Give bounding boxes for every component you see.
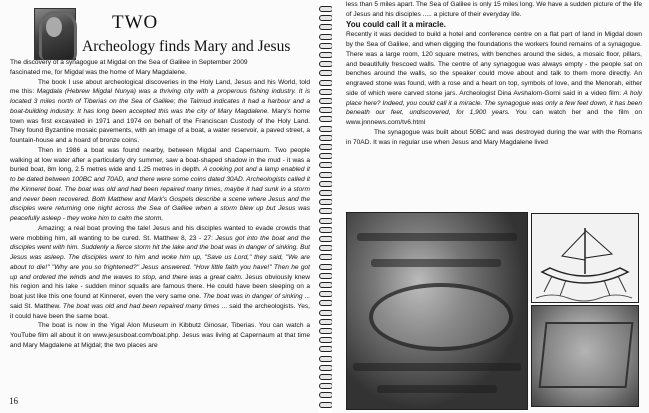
binding-ring — [319, 107, 333, 113]
chapter-title: Archeology finds Mary and Jesus — [82, 38, 291, 55]
binding-ring — [319, 70, 333, 76]
left-page — [0, 0, 318, 413]
paragraph: The book I use about archeological discoveries in the Holy Land, Jesus and his World, told me this: Magdala (Hebrew Migdal Nunya) was a thriving city with a properous fishing industry. It is located 3 miles north of Tiberias on the Sea of Galilee; the Talmud indicates it had a harbour and a boat-building industry. It has long been accepted this was the city of Mary Magdalene. Mary's home town was first excavated in 1971 and 1974 on behalf of the Franciscan Custody of the Holy Land. They found Byzantine mosaic pavements, with an image of a boat, a water reservoir, a paved street, a fountain-house and a hoard of bronze coins. — [10, 78, 310, 144]
mary-magdalene-portrait — [34, 8, 76, 60]
boat-sail-icon — [585, 230, 612, 258]
binding-ring — [319, 80, 333, 86]
binding-ring — [319, 328, 333, 334]
portrait-face — [46, 17, 62, 37]
boat-oar-icon — [544, 276, 552, 292]
binding-ring — [319, 43, 333, 49]
page-number: 16 — [9, 396, 18, 406]
binding-ring — [319, 273, 333, 279]
boat-sail-icon — [562, 232, 585, 260]
binding-ring — [319, 282, 333, 288]
section-heading: You could call it a miracle. — [346, 19, 446, 29]
binding-ring — [319, 98, 333, 104]
engraved-stone-photo — [531, 305, 639, 407]
binding-ring — [319, 208, 333, 214]
binding-ring — [319, 162, 333, 168]
binding-ring — [319, 392, 333, 398]
excavation-wall — [357, 233, 517, 241]
paragraph-line: The discovery of a synagogue at Migdal on the Sea of Galilee in September 2009 — [10, 59, 248, 66]
binding-ring — [319, 15, 333, 21]
right-body-text — [346, 0, 642, 147]
paragraph: The synagogue was built about 50BC and was destroyed during the war with the Romans in 70AD. It was in regular use when Jesus and Mary Magdalene lived — [346, 128, 642, 146]
paragraph: less than 5 miles apart. The Sea of Galilee is only 15 miles long. We have a sudden picture of the life of Jesus and his disciples ..... a picture of their everyday life. — [346, 1, 642, 18]
paragraph-line: fascinated me, for Migdal was the home of Mary Magdalene. — [10, 68, 187, 76]
excavation-hull — [369, 283, 513, 351]
binding-ring — [319, 254, 333, 260]
chapter-header — [20, 4, 310, 56]
binding-ring — [319, 61, 333, 67]
binding-ring — [319, 172, 333, 178]
binding-ring — [319, 356, 333, 362]
binding-ring — [319, 199, 333, 205]
binding-ring — [319, 245, 333, 251]
wave-icon — [536, 295, 632, 301]
boat-oar-icon — [604, 280, 610, 296]
boat-oar-icon — [560, 280, 566, 296]
binding-ring — [319, 190, 333, 196]
binding-ring — [319, 374, 333, 380]
boat-drawing-svg — [532, 214, 638, 302]
binding-ring — [319, 365, 333, 371]
binding-ring — [319, 264, 333, 270]
binding-ring — [319, 310, 333, 316]
paragraph: Then in 1986 a boat was found nearby, between Migdal and Capernaum. Two people walking at low water after a particularly dry summer, saw a boat-shaped shadow in the mud - it was a buried boat, 8m long, 2.5 metres wide and 1.25 metres in depth. A cooking pot and a lamp enabled it to be dated between 100BC and 70AD, and there were some coins dated 30AD. Archeologists called it the Kinneret boat. The boat was old and had been repaired many times, maybe it had sunk in a storm and never been recovered. Both Matthew and Mark's Gospels describe a scene where Jesus and the disciples were returning one night across the Sea of Galilee when a storm blew up but Jesus was peacefully asleep - they woke him to calm the storm. — [10, 146, 310, 222]
excavation-wall — [371, 259, 501, 267]
binding-ring — [319, 319, 333, 325]
binding-ring — [319, 153, 333, 159]
binding-ring — [319, 218, 333, 224]
chapter-number: TWO — [112, 12, 159, 33]
binding-ring — [319, 144, 333, 150]
synagogue-excavation-photo — [346, 212, 528, 410]
binding-ring — [319, 52, 333, 58]
binding-ring — [319, 116, 333, 122]
excavation-wall — [353, 363, 521, 371]
boat-oar-icon — [618, 276, 626, 292]
paragraph: Recently it was decided to build a hotel and conference centre on a flat part of land in Migdal down by the Sea of Galilee, and when digging the foundations the workers found remains of a synagogue. There was a large room, 120 square metres, with benches around the sides, a mosaic floor, pillars, and beautifully frescoed walls. The centre of any synagogue was always empty - the people sat on benches around the walls, so the speaker could move about and talk to them more directly. An engraved stone was found, with a rose and a heart on top, symbols of love, and the Menorah, either side of which were carved stone jars. Archeologist Dina Avshalom-Gorni said in a video film: A holy place here? Indeed, you could call it a miracle. The synagogue was only a few feet down, it has been beneath our feet, undiscovered, for 1,900 years. You can watch her and the film on www.jnnnews.com/tv6.html — [346, 31, 642, 126]
binding-ring — [319, 24, 333, 30]
paragraph: Amazing; a real boat proving the tale! Jesus and his disciples wanted to evade crowds that were mobbing him, all wanting to be cured. St. Matthew 8, 23 - 27: Jesus got into the boat and the disciples went with him. Suddenly a fierce storm hit the lake and the boat was in danger of sinking. But Jesus was asleep. The disciples went to him and woke him up, "Save us Lord," they said, "We are about to die!" "Why are you so frightened?" Jesus answered. "How little faith you have!" Then he got up and ordered the winds and the waves to stop, and there was a great calm. Jesus obviously knew his region and his lake - sudden minor squalls are famous there. He could have been sleeping on a boat just like this one found at Kinneret, even the very same one. The boat was in danger of sinking ... said St. Matthew. The boat was old and had been repaired many times ... said the archeologists. Yes, it could have been the same boat. — [10, 224, 311, 320]
binding-ring — [319, 300, 333, 306]
binding-ring — [319, 227, 333, 233]
spiral-binding — [318, 0, 332, 413]
binding-ring — [319, 383, 333, 389]
engraved-stone-slab — [539, 322, 634, 388]
binding-ring — [319, 346, 333, 352]
binding-ring — [319, 402, 333, 408]
binding-ring — [319, 135, 333, 141]
binding-ring — [319, 126, 333, 132]
binding-ring — [319, 34, 333, 40]
boat-mosaic-drawing — [531, 213, 639, 303]
binding-ring — [319, 181, 333, 187]
binding-ring — [319, 6, 333, 12]
binding-ring — [319, 236, 333, 242]
paragraph — [10, 58, 310, 78]
binding-ring — [319, 337, 333, 343]
binding-ring — [319, 291, 333, 297]
binding-ring — [319, 89, 333, 95]
excavation-wall — [377, 385, 497, 393]
left-body-text — [10, 58, 310, 351]
paragraph: The boat is now in the Yigal Alon Museum in Kibbutz Ginosar, Tiberias. You can watch a YouTube film all about it on www.jesusboat.com/boat.php. Jesus was living at Capernaum at that time and Mary Magdalene at Migdal; the two places are — [10, 322, 310, 349]
